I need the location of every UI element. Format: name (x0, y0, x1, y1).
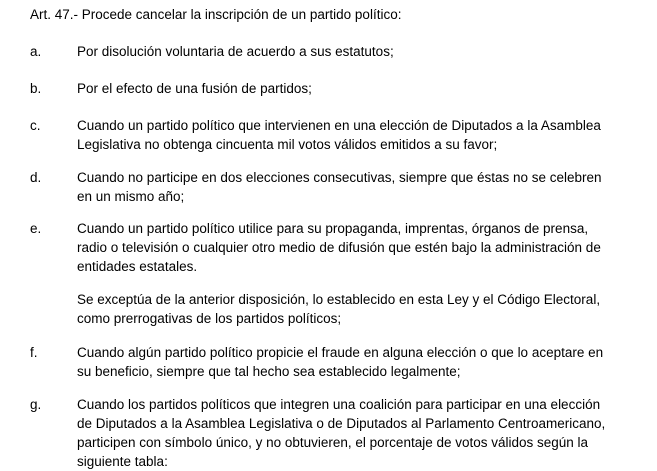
item-line: de Diputados a la Asamblea Legislativa o de Diputados al Parlamento Centroamericano, (77, 416, 606, 431)
item-text (77, 290, 642, 328)
item-line: Cuando un partido político que intervienen en una elección de Diputados a la Asamblea (77, 118, 601, 133)
item-line: siguiente tabla: (77, 454, 168, 469)
item-letter: a. (30, 44, 42, 59)
item-text (77, 79, 642, 98)
article-heading: Art. 47.- Procede cancelar la inscripción de un partido político: (30, 7, 402, 22)
item-line: Se exceptúa de la anterior disposición, lo establecido en esta Ley y el Código Electoral, (77, 292, 601, 307)
item-text (77, 219, 642, 276)
item-line: radio o televisión o cualquier otro medio de difusión que estén bajo la administración de (77, 240, 601, 255)
item-line: Cuando los partidos políticos que integren una coalición para participar en una elección (77, 397, 601, 412)
item-line: como prerrogativas de los partidos políticos; (77, 311, 342, 326)
item-line: Cuando algún partido político propicie el fraude en alguna elección o que lo aceptare en (77, 345, 604, 360)
item-letter: g. (30, 397, 42, 412)
item-letter: e. (30, 221, 42, 236)
item-text (77, 168, 642, 206)
item-line: su beneficio, siempre que tal hecho sea establecido legalmente; (77, 364, 461, 379)
item-text (77, 343, 642, 381)
item-line: entidades estatales. (77, 259, 198, 274)
item-line: participen con símbolo único, y no obtuvieren, el porcentaje de votos válidos según la (77, 435, 589, 450)
item-line: Por disolución voluntaria de acuerdo a sus estatutos; (77, 44, 394, 59)
item-line: Por el efecto de una fusión de partidos; (77, 81, 312, 96)
item-line: Cuando no participe en dos elecciones consecutivas, siempre que éstas no se celebren (77, 170, 602, 185)
item-line: Legislativa no obtenga cincuenta mil votos válidos emitidos a su favor; (77, 137, 498, 152)
item-line: Cuando un partido político utilice para su propaganda, imprentas, órganos de prensa, (77, 221, 589, 236)
item-letter: d. (30, 170, 42, 185)
item-text (77, 42, 642, 61)
item-text (77, 116, 642, 154)
item-letter: c. (30, 118, 41, 133)
item-letter: f. (30, 345, 38, 360)
item-text (77, 395, 642, 471)
item-letter: b. (30, 81, 42, 96)
item-line: en un mismo año; (77, 189, 185, 204)
